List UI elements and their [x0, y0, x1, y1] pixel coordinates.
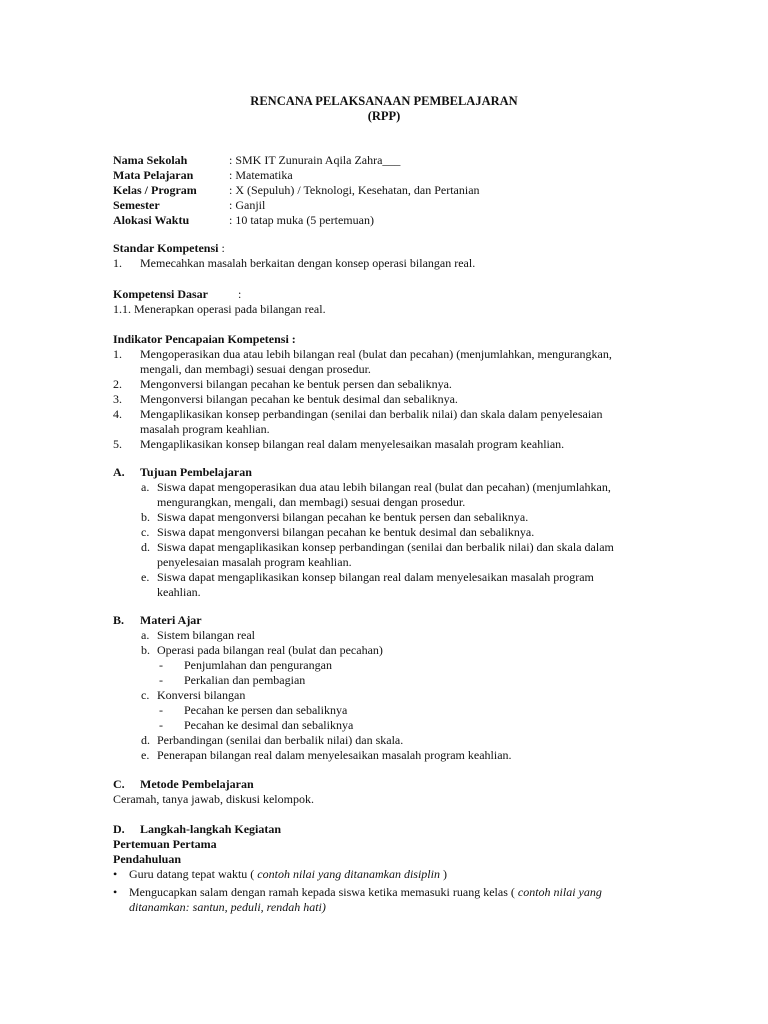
indikator-section	[113, 332, 673, 452]
section-heading: Standar Kompetensi	[113, 241, 219, 255]
identity-value: : SMK IT Zunurain Aqila Zahra___	[229, 153, 401, 167]
identity-value: : 10 tatap muka (5 pertemuan)	[229, 213, 374, 227]
bullet-icon: •	[113, 885, 118, 899]
sub-item: - Pecahan ke desimal dan sebaliknya	[159, 718, 354, 732]
document-subtitle: (RPP)	[367, 109, 401, 123]
identity-value: : Ganjil	[229, 198, 266, 212]
bullet-item: • Mengucapkan salam dengan ramah kepada siswa ketika memasuki ruang kelas ( contoh nilai yang ditanamkan: santun, peduli, rendah hati)	[113, 885, 602, 914]
list-item: c. Konversi bilangan	[141, 688, 246, 702]
sub-item: - Pecahan ke persen dan sebaliknya	[159, 703, 348, 717]
identity-row	[113, 183, 673, 198]
identity-label: Semester	[113, 198, 160, 212]
item-text: Memecahkan masalah berkaitan dengan konsep operasi bilangan real.	[140, 256, 476, 270]
heading-colon: :	[218, 241, 225, 255]
list-item: 4. Mengaplikasikan konsep perbandingan (senilai dan berbalik nilai) dan skala dalam penyelesaian masalah program keahlian.	[113, 407, 603, 436]
list-item: 5. Mengaplikasikan konsep bilangan real dalam menyelesaikan masalah program keahlian.	[113, 437, 565, 451]
identity-row	[113, 168, 673, 183]
bullet-icon: •	[113, 867, 118, 881]
list-item: a. Sistem bilangan real	[141, 628, 255, 642]
langkah-section	[113, 822, 673, 915]
identity-row	[113, 213, 673, 228]
section-heading: Indikator Pencapaian Kompetensi :	[113, 332, 296, 346]
section-heading: D. Langkah-langkah Kegiatan	[113, 822, 282, 836]
list-item: a. Siswa dapat mengoperasikan dua atau lebih bilangan real (bulat dan pecahan) (menjumlahkan, mengurangkan, mengali, dan membagi) sesuai dengan prosedur.	[141, 480, 611, 509]
bullet-item: • Guru datang tepat waktu ( contoh nilai yang ditanamkan disiplin )	[113, 867, 447, 881]
section-heading: Kompetensi Dasar	[113, 287, 208, 301]
list-item: 3. Mengonversi bilangan pecahan ke bentuk desimal dan sebaliknya.	[113, 392, 458, 406]
tujuan-section	[113, 465, 673, 600]
section-heading: A. Tujuan Pembelajaran	[113, 465, 252, 479]
item-number: 1.	[113, 256, 122, 270]
list-item: d. Siswa dapat mengaplikasikan konsep perbandingan (senilai dan berbalik nilai) dan skala dalam penyelesaian masalah program keahlian.	[141, 540, 614, 569]
materi-section	[113, 613, 673, 763]
list-item: 2. Mengonversi bilangan pecahan ke bentuk persen dan sebaliknya.	[113, 377, 452, 391]
list-item: 1. Mengoperasikan dua atau lebih bilangan real (bulat dan pecahan) (menjumlahkan, mengurangkan, mengali, dan membagi) sesuai dengan prosedur.	[113, 347, 612, 376]
standar-kompetensi-section	[113, 241, 673, 271]
identity-label: Kelas / Program	[113, 183, 197, 197]
subsection-heading: Pendahuluan	[113, 852, 182, 866]
list-item: e. Siswa dapat mengaplikasikan konsep bilangan real dalam menyelesaikan masalah program keahlian.	[141, 570, 594, 599]
identity-label: Alokasi Waktu	[113, 213, 190, 227]
section-heading: B. Materi Ajar	[113, 613, 202, 627]
identity-table	[113, 153, 673, 228]
subsection-heading: Pertemuan Pertama	[113, 837, 217, 851]
list-item	[113, 256, 673, 271]
metode-section	[113, 777, 673, 807]
list-item: 1.1. Menerapkan operasi pada bilangan real.	[113, 302, 326, 316]
identity-value: : X (Sepuluh) / Teknologi, Kesehatan, dan Pertanian	[229, 183, 480, 197]
section-heading: C. Metode Pembelajaran	[113, 777, 254, 791]
identity-row	[113, 153, 673, 168]
list-item: e. Penerapan bilangan real dalam menyelesaikan masalah program keahlian.	[141, 748, 512, 762]
document-title: RENCANA PELAKSANAAN PEMBELAJARAN	[250, 94, 518, 108]
heading-colon: :	[238, 287, 242, 301]
identity-value: : Matematika	[229, 168, 293, 182]
identity-label: Mata Pelajaran	[113, 168, 194, 182]
identity-label: Nama Sekolah	[113, 153, 188, 167]
kompetensi-dasar-section	[113, 287, 673, 317]
identity-row	[113, 198, 673, 213]
sub-item: - Penjumlahan dan pengurangan	[159, 658, 332, 672]
sub-item: - Perkalian dan pembagian	[159, 673, 306, 687]
list-item: b. Operasi pada bilangan real (bulat dan pecahan)	[141, 643, 383, 657]
section-text: Ceramah, tanya jawab, diskusi kelompok.	[113, 792, 314, 806]
list-item: c. Siswa dapat mengonversi bilangan pecahan ke bentuk desimal dan sebaliknya.	[141, 525, 535, 539]
list-item: b. Siswa dapat mengonversi bilangan pecahan ke bentuk persen dan sebaliknya.	[141, 510, 529, 524]
list-item: d. Perbandingan (senilai dan berbalik nilai) dan skala.	[141, 733, 404, 747]
